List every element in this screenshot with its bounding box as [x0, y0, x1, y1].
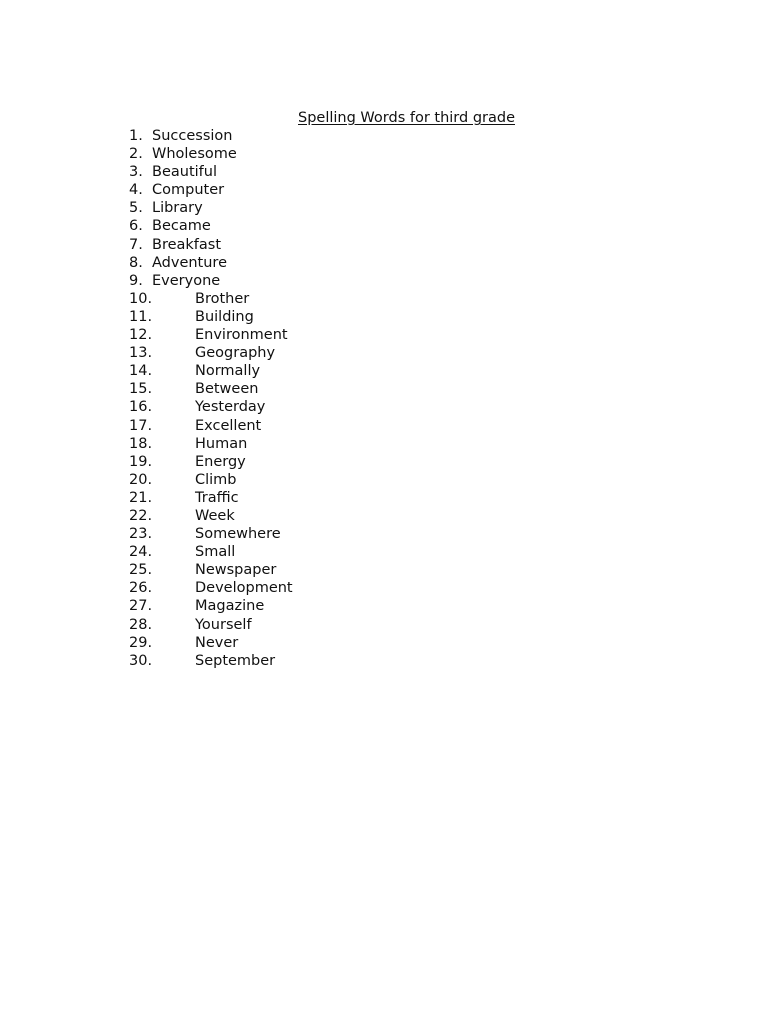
list-item-number: 28.: [129, 616, 153, 633]
list-item-number: 16.: [129, 399, 153, 416]
spelling-word: Became: [152, 218, 211, 235]
spelling-word: Everyone: [152, 272, 221, 289]
list-item-number: 13.: [129, 345, 153, 362]
list-item-number: 23.: [129, 526, 153, 543]
spelling-word: Adventure: [152, 254, 227, 271]
spelling-word: Breakfast: [152, 236, 222, 253]
list-item-number: 17.: [129, 417, 153, 434]
spelling-word: Small: [195, 544, 236, 561]
spelling-word: Traffic: [195, 489, 239, 506]
spelling-word: Climb: [195, 471, 237, 488]
list-item-number: 10.: [129, 290, 153, 307]
list-item-number: 24.: [129, 544, 153, 561]
list-item-number: 19.: [129, 453, 153, 470]
spelling-word: Never: [195, 634, 239, 651]
list-item-number: 15.: [129, 381, 153, 398]
list-item-number: 12.: [129, 327, 153, 344]
spelling-word: Yesterday: [195, 399, 266, 416]
list-item-number: 21.: [129, 489, 153, 506]
spelling-word: Between: [195, 381, 259, 398]
spelling-word: Energy: [195, 453, 246, 470]
list-item-number: 4.: [129, 182, 143, 199]
list-item-number: 9.: [129, 272, 143, 289]
spelling-word: September: [195, 652, 276, 669]
list-item-number: 3.: [129, 164, 143, 181]
list-item-number: 22.: [129, 507, 153, 524]
list-item-number: 8.: [129, 254, 143, 271]
spelling-word: Magazine: [195, 598, 265, 615]
document-title: Spelling Words for third grade: [298, 110, 515, 126]
spelling-word: Beautiful: [152, 164, 217, 181]
list-item-number: 6.: [129, 218, 143, 235]
list-item-number: 11.: [129, 308, 153, 325]
spelling-word: Brother: [195, 290, 250, 307]
list-item-number: 25.: [129, 562, 153, 579]
spelling-word: Building: [195, 308, 254, 325]
spelling-word: Human: [195, 435, 248, 452]
list-item-number: 1.: [129, 128, 143, 144]
spelling-word: Environment: [195, 327, 288, 344]
spelling-word: Computer: [152, 182, 225, 199]
spelling-word: Development: [195, 580, 293, 597]
spelling-word: Geography: [195, 345, 276, 362]
spelling-word: Newspaper: [195, 562, 277, 579]
list-item-number: 14.: [129, 363, 153, 380]
spelling-word: Normally: [195, 363, 261, 380]
list-item-number: 26.: [129, 580, 153, 597]
list-item-number: 30.: [129, 652, 153, 669]
list-item-number: 2.: [129, 146, 143, 163]
list-item-number: 7.: [129, 236, 143, 253]
spelling-word: Somewhere: [195, 526, 281, 543]
list-item-number: 20.: [129, 471, 153, 488]
spelling-word: Yourself: [195, 616, 252, 633]
spelling-word: Excellent: [195, 417, 262, 434]
list-item-number: 5.: [129, 200, 143, 217]
spelling-word: Week: [195, 507, 235, 524]
list-item-number: 29.: [129, 634, 153, 651]
spelling-word: Succession: [152, 128, 233, 144]
spelling-word: Library: [152, 200, 203, 217]
spelling-word: Wholesome: [152, 146, 237, 163]
list-item-number: 18.: [129, 435, 153, 452]
list-item-number: 27.: [129, 598, 153, 615]
